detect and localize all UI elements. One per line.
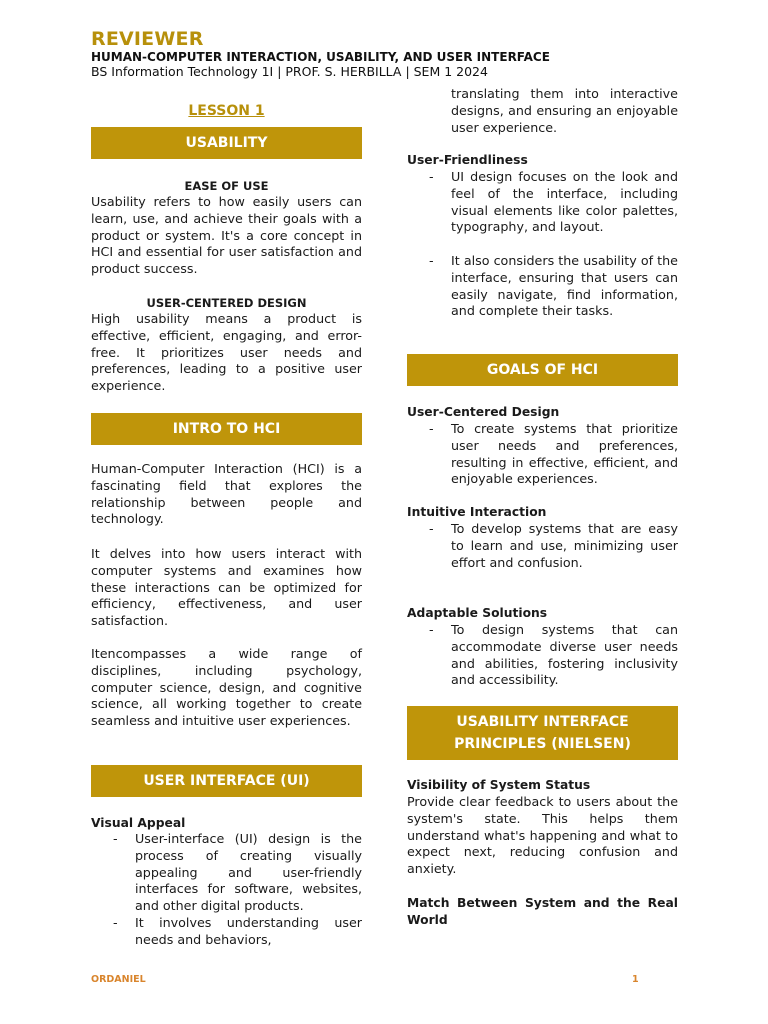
goal-intuitive-bullet: - To develop systems that are easy to learn and use, minimizing user effort and confusion. — [407, 521, 678, 571]
dash-bullet-icon: - — [429, 622, 434, 637]
goal-adaptable-heading: Adaptable Solutions — [407, 606, 548, 620]
document-title: REVIEWER — [91, 28, 204, 50]
dash-bullet-icon: - — [429, 169, 434, 184]
usability-banner: USABILITY — [91, 127, 362, 159]
user-centered-design-text: High usability means a product is effective, efficient, engaging, and error-free. It prioritizes user needs and preferences, leading to a positive user experience. — [91, 311, 362, 394]
dash-bullet-icon: - — [113, 831, 118, 846]
goals-of-hci-banner: GOALS OF HCI — [407, 354, 678, 386]
goal-adaptable-bullet: - To design systems that can accommodate diverse user needs and abilities, fostering inclusivity and accessibility. — [407, 622, 678, 689]
user-friendliness-heading: User-Friendliness — [407, 153, 528, 167]
goal-user-centered-heading: User-Centered Design — [407, 405, 560, 419]
intro-to-hci-banner: INTRO TO HCI — [91, 413, 362, 445]
intro-paragraph-1: Human-Computer Interaction (HCI) is a fascinating field that explores the relationship between people and technology. — [91, 461, 362, 527]
user-interface-banner: USER INTERFACE (UI) — [91, 765, 362, 797]
visual-appeal-bullet-2: - It involves understanding user needs and behaviors, — [91, 915, 362, 949]
ease-of-use-text: Usability refers to how easily users can learn, use, and achieve their goals with a product or system. It's a core concept in HCI and essential for user satisfaction and product success. — [91, 194, 362, 277]
footer-author: ORDANIEL — [91, 974, 146, 985]
match-heading: Match Between System and the Real World — [407, 896, 678, 927]
principles-banner-line-2: PRINCIPLES (NIELSEN) — [454, 736, 631, 752]
visibility-text: Provide clear feedback to users about the system's state. This helps them understand what's happening and what to expect next, reducing confusion and anxiety. — [407, 794, 678, 877]
visibility-heading: Visibility of System Status — [407, 778, 591, 792]
dash-bullet-icon: - — [429, 421, 434, 436]
page-header — [91, 28, 711, 79]
goal-user-centered-bullet: - To create systems that prioritize user needs and preferences, resulting in effective, efficient, and enjoyable experiences. — [407, 421, 678, 488]
ease-of-use-heading: EASE OF USE — [184, 179, 269, 193]
page-number: 1 — [632, 974, 639, 985]
intro-paragraph-3: Itencompasses a wide range of disciplines, including psychology, computer science, design, and cognitive science, all working together to create seamless and intuitive user experiences. — [91, 646, 362, 729]
document-subtitle: HUMAN-COMPUTER INTERACTION, USABILITY, AND USER INTERFACE — [91, 50, 550, 64]
visual-appeal-bullet-1: - User-interface (UI) design is the process of creating visually appealing and user-friendly interfaces for software, websites, and other digital products. — [91, 831, 362, 915]
course-info: BS Information Technology 1I | PROF. S. HERBILLA | SEM 1 2024 — [91, 64, 488, 79]
goal-intuitive-heading: Intuitive Interaction — [407, 505, 547, 519]
intro-paragraph-2: It delves into how users interact with computer systems and examines how these interactions can be optimized for efficiency, effectiveness, and user satisfaction. — [91, 546, 362, 629]
dash-bullet-icon: - — [429, 521, 434, 536]
dash-bullet-icon: - — [113, 915, 118, 930]
usability-principles-banner — [407, 706, 678, 760]
principles-banner-line-1: USABILITY INTERFACE — [456, 714, 629, 730]
lesson-heading: LESSON 1 — [188, 103, 265, 119]
visual-appeal-heading: Visual Appeal — [91, 816, 186, 830]
dash-bullet-icon: - — [429, 253, 434, 268]
user-friendliness-bullet-1: - UI design focuses on the look and feel of the interface, including visual elements like color palettes, typography, and layout. — [407, 169, 678, 236]
user-centered-design-heading: USER-CENTERED DESIGN — [146, 296, 307, 310]
user-friendliness-bullet-2: - It also considers the usability of the interface, ensuring that users can easily navigate, find information, and complete their tasks. — [407, 253, 678, 320]
ui-continued-text: translating them into interactive designs, and ensuring an enjoyable user experience. — [451, 86, 678, 135]
